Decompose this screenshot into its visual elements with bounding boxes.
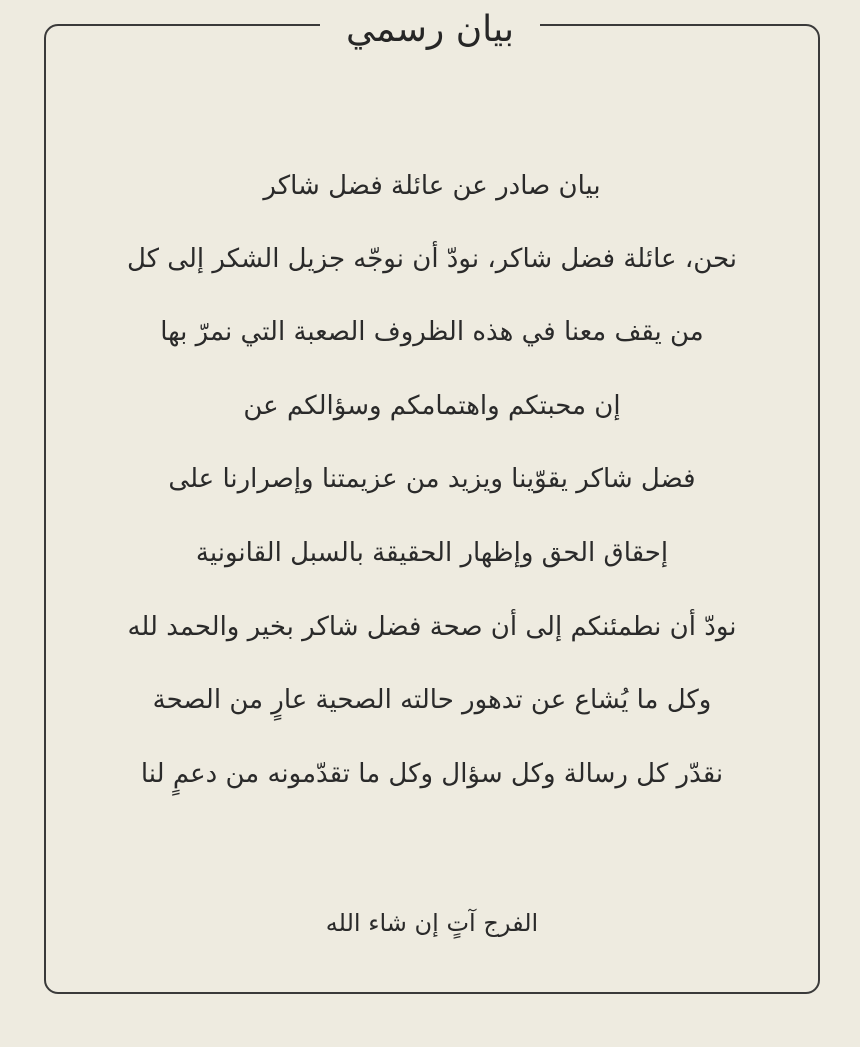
statement-line-9: نقدّر كل رسالة وكل سؤال وكل ما تقدّمونه من دعمٍ لنا: [140, 759, 724, 789]
statement-line-2: نحن، عائلة فضل شاكر، نودّ أن نوجّه جزيل الشكر إلى كل: [126, 244, 738, 274]
statement-line-7: نودّ أن نطمئنكم إلى أن صحة فضل شاكر بخير والحمد لله: [127, 612, 737, 642]
statement-line-1: بيان صادر عن عائلة فضل شاكر: [263, 171, 601, 201]
statement-line-4: إن محبتكم واهتمامكم وسؤالكم عن: [243, 391, 621, 421]
statement-closing: الفرج آتٍ إن شاء الله: [325, 909, 539, 937]
title-container: [0, 6, 860, 54]
statement-line-3: من يقف معنا في هذه الظروف الصعبة التي نمرّ بها: [160, 317, 704, 347]
statement-line-8: وكل ما يُشاع عن تدهور حالته الصحية عارٍ من الصحة: [152, 685, 712, 715]
statement-line-6: إحقاق الحق وإظهار الحقيقة بالسبل القانونية: [195, 538, 669, 568]
statement-line-5: فضل شاكر يقوّينا ويزيد من عزيمتنا وإصرارنا على: [168, 464, 696, 494]
statement-title: بيان رسمي: [320, 6, 540, 54]
